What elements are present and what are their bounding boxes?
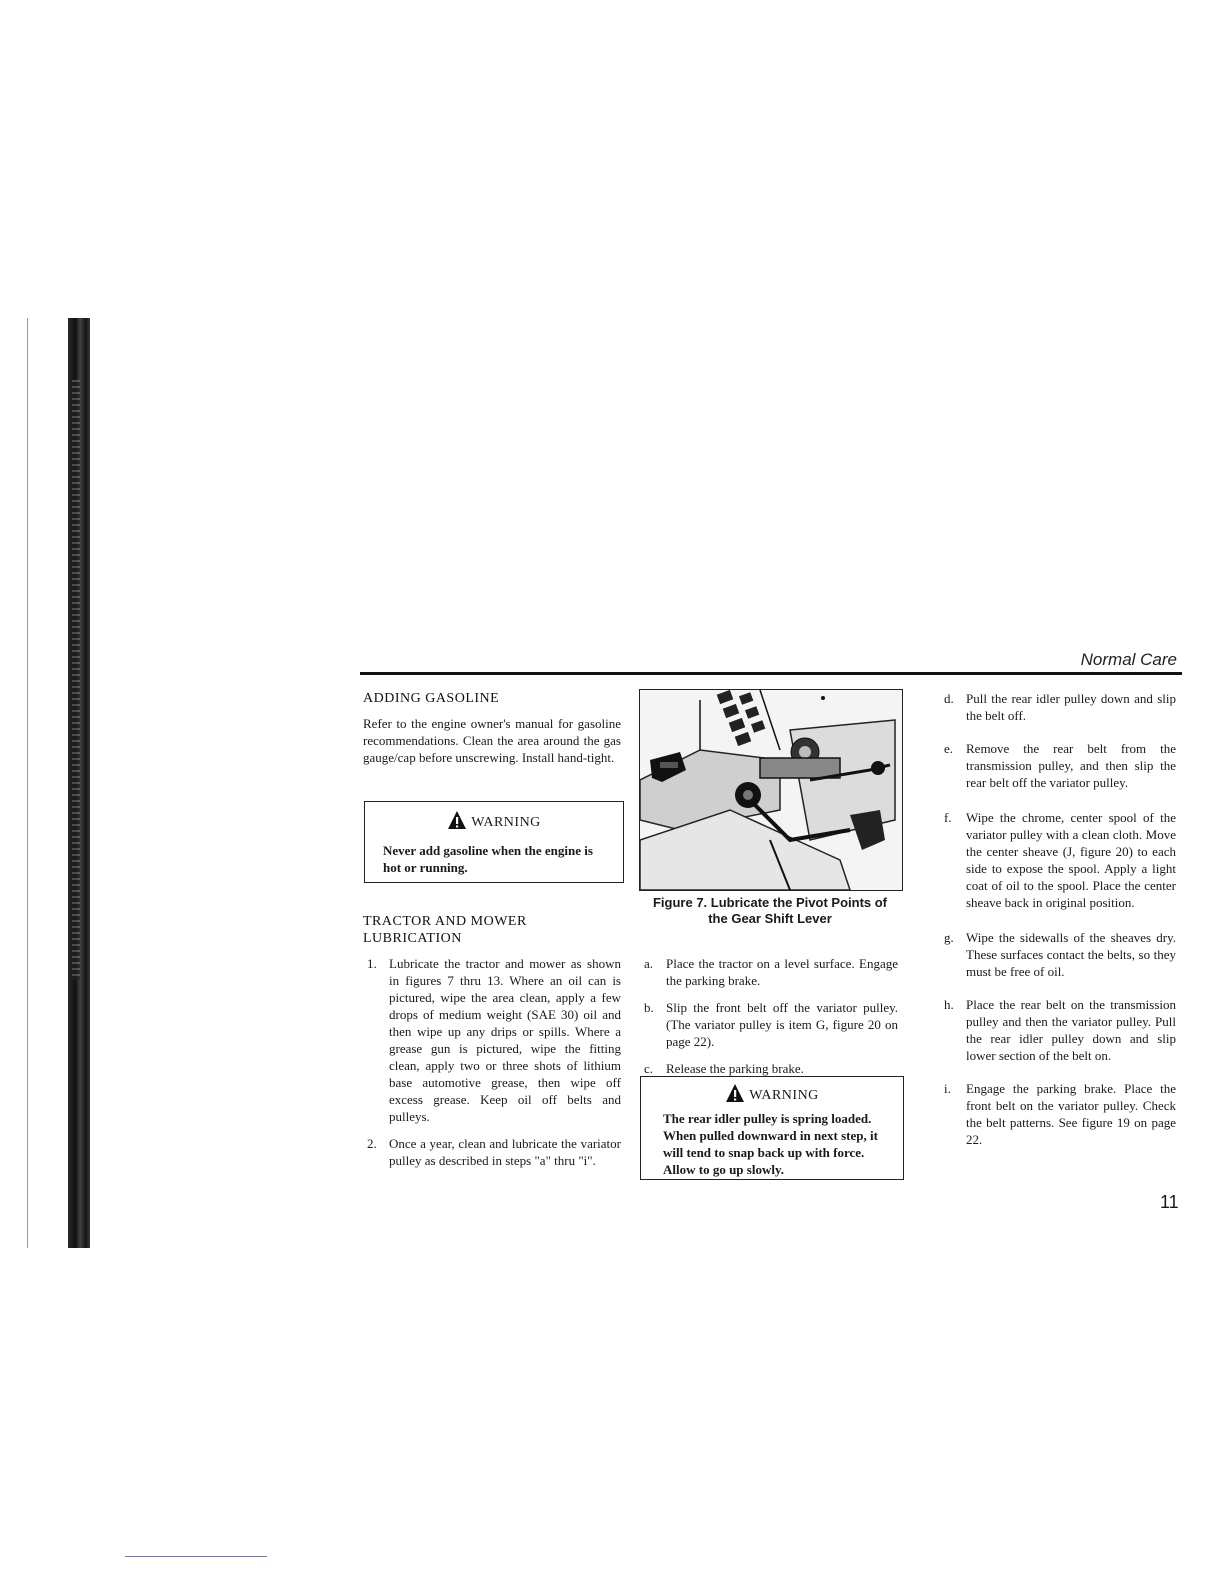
figure-7-caption <box>632 895 908 927</box>
lubrication-heading <box>363 913 621 947</box>
list-item-marker: f. <box>944 810 952 825</box>
section-title: Normal Care <box>1080 650 1177 669</box>
list-item-text: Place the tractor on a level surface. Engage the parking brake. <box>666 956 898 988</box>
middle-steps <box>640 955 898 1087</box>
scan-edge-line <box>27 318 28 1248</box>
warning-text-gasoline: Never add gasoline when the engine is hot or running. <box>383 843 593 875</box>
warning-title-text: WARNING <box>749 1088 819 1103</box>
list-item <box>640 1060 898 1077</box>
left-column <box>363 690 621 766</box>
list-item-marker: c. <box>644 1061 654 1076</box>
list-item-text: Lubricate the tractor and mower as shown in figures 7 thru 13. Where an oil can is pictured, wipe the area clean, apply a few drops of medium weight (SAE 30) oil and then wipe up any drips or spills. Where a grease gun is pictured, wipe the fitting clean, apply two or three shots of lithium base automotive grease, then wipe off excess grease. Keep oil off belts and pulleys. <box>389 956 621 1124</box>
list-item-text: Slip the front belt off the variator pulley. (The variator pulley is item G, figure 20 on page 22). <box>666 1000 898 1049</box>
lubrication-section <box>363 913 621 1179</box>
list-item-text: Wipe the chrome, center spool of the variator pulley with a clean cloth. Move the center sheave (J, figure 20) to each side to expose the spool. Apply a light coat of oil to the spool. Place the center sheave back in original position. <box>966 810 1176 910</box>
lubrication-heading-line2: LUBRICATION <box>363 931 462 946</box>
figure-caption-line2: the Gear Shift Lever <box>708 911 832 926</box>
list-item <box>640 955 898 989</box>
list-item-text: Once a year, clean and lubricate the variator pulley as described in steps "a" thru "i". <box>389 1136 621 1168</box>
list-item <box>363 1135 621 1169</box>
list-item-text: Wipe the sidewalls of the sheaves dry. These surfaces contact the belts, so they must be free of oil. <box>966 930 1176 979</box>
binding-edge-texture <box>72 380 80 980</box>
list-item-text: Remove the rear belt from the transmission pulley, and then slip the rear belt off the variator pulley. <box>966 741 1176 790</box>
list-item-marker: i. <box>944 1081 951 1096</box>
list-item <box>940 740 1176 791</box>
adding-gasoline-body: Refer to the engine owner's manual for gasoline recommendations. Clean the area around the gas gauge/cap before unscrewing. Install hand-tight. <box>363 716 621 765</box>
list-item <box>363 955 621 1125</box>
warning-title-text: WARNING <box>471 815 541 830</box>
lubrication-heading-line1: TRACTOR AND MOWER <box>363 914 527 929</box>
warning-triangle-icon <box>447 810 467 830</box>
list-item-text: Release the parking brake. <box>666 1061 804 1076</box>
list-item-marker: e. <box>944 741 954 756</box>
list-item <box>940 809 1176 911</box>
list-item-text: Place the rear belt on the transmission pulley and then the variator pulley. Pull the rear idler pulley down and slip lower section of the belt on. <box>966 997 1176 1063</box>
warning-triangle-icon <box>725 1083 745 1103</box>
list-item-marker: a. <box>644 956 654 971</box>
warning-box-gasoline <box>364 801 624 883</box>
figure-caption-line1: Figure 7. Lubricate the Pivot Points of <box>652 895 888 910</box>
gear-shift-lever-drawing <box>640 690 902 890</box>
warning-text-idler-pulley: The rear idler pulley is spring loaded. When pulled downward in next step, it will tend to snap back up with force. Allow to go up slowly. <box>663 1111 878 1177</box>
page-number: 11 <box>1160 1192 1179 1212</box>
warning-title <box>641 1083 903 1104</box>
list-item <box>940 1080 1176 1148</box>
list-item-text: Pull the rear idler pulley down and slip the belt off. <box>966 691 1176 723</box>
list-item <box>940 996 1176 1064</box>
list-item-marker: d. <box>944 691 954 706</box>
right-steps <box>940 690 1176 1158</box>
list-item-marker: 1. <box>367 956 377 971</box>
list-item <box>940 690 1176 724</box>
list-item <box>640 999 898 1050</box>
list-item <box>940 929 1176 980</box>
header-rule <box>360 672 1182 675</box>
figure-7-illustration <box>639 689 903 891</box>
list-item-marker: h. <box>944 997 954 1012</box>
adding-gasoline-heading: ADDING GASOLINE <box>363 691 500 706</box>
list-item-marker: 2. <box>367 1136 377 1151</box>
warning-box-idler-pulley <box>640 1076 904 1180</box>
list-item-marker: g. <box>944 930 954 945</box>
footer-rule <box>125 1556 267 1557</box>
warning-title <box>365 810 623 831</box>
list-item-text: Engage the parking brake. Place the front belt on the variator pulley. Check the belt patterns. See figure 19 on page 22. <box>966 1081 1176 1147</box>
list-item-marker: b. <box>644 1000 654 1015</box>
